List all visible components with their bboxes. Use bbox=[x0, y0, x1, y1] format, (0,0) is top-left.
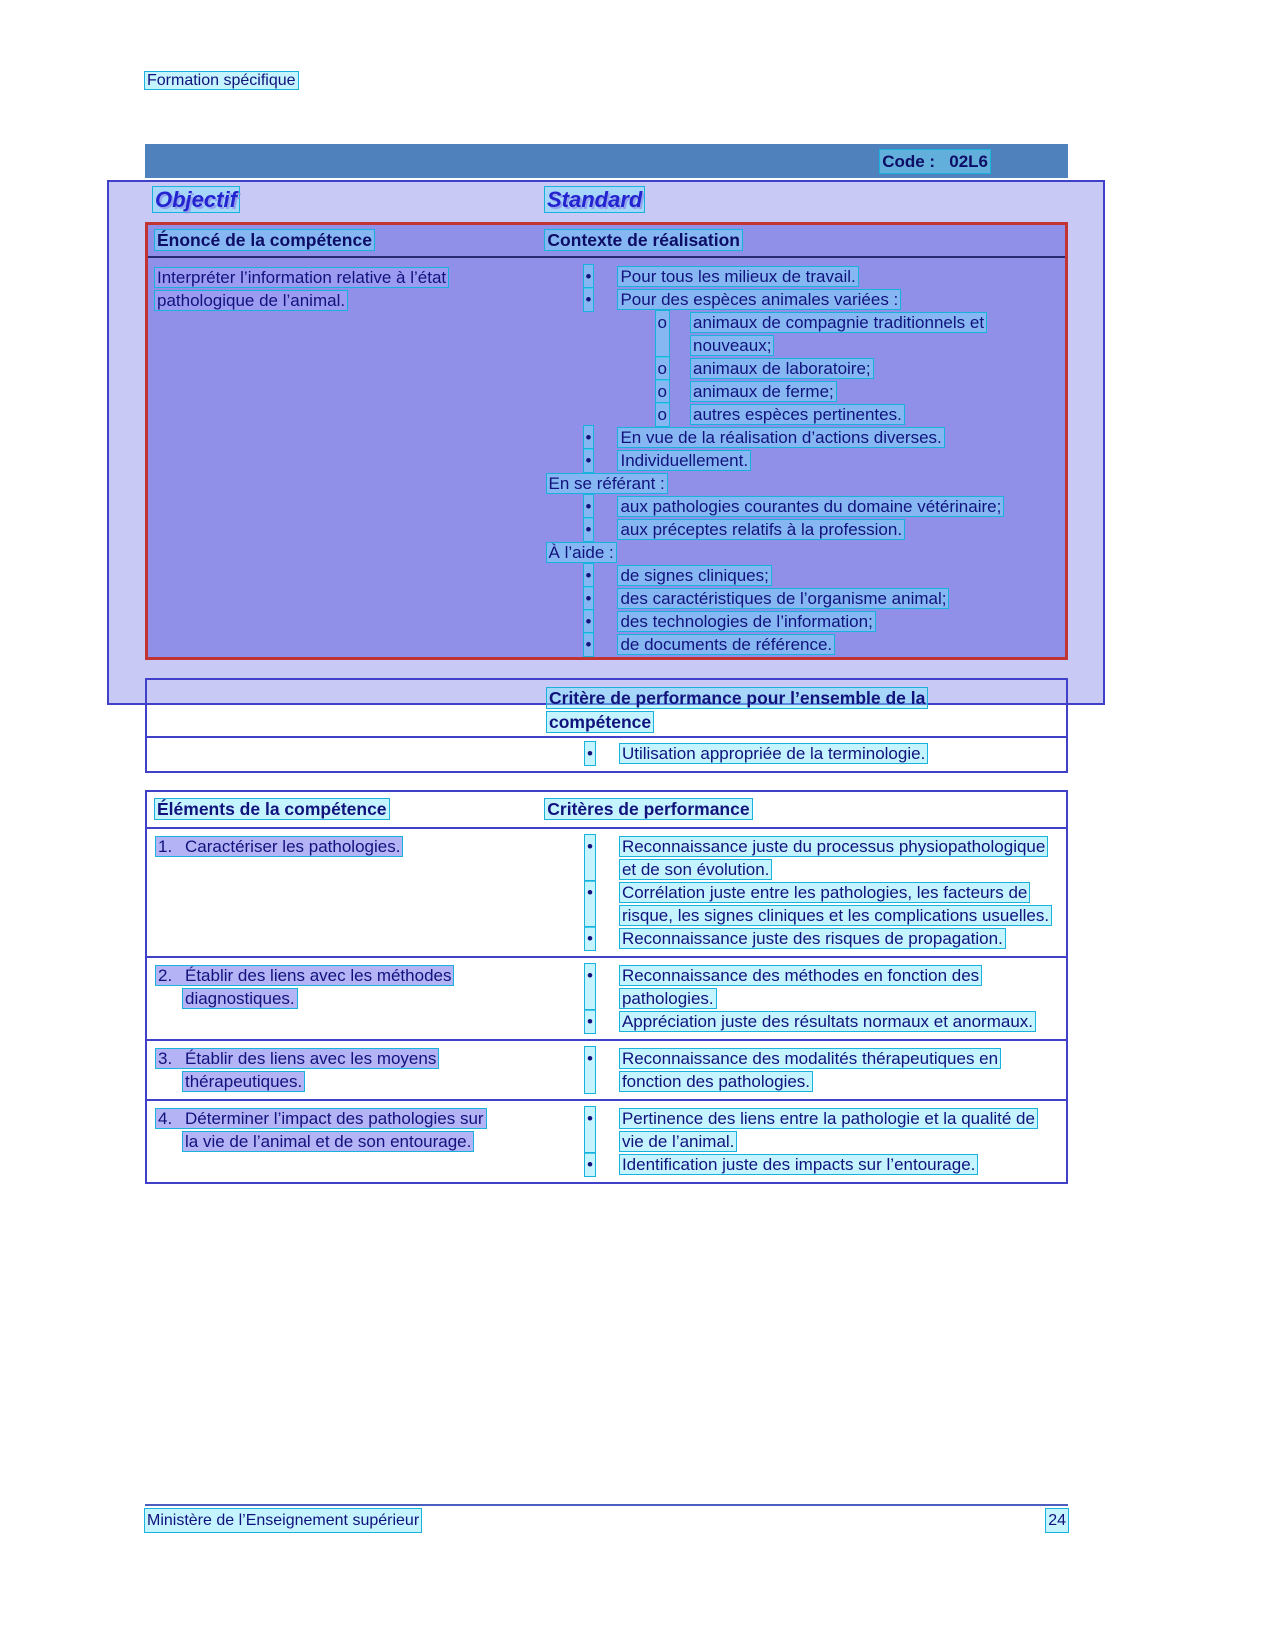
circle-bullet-icon: o bbox=[657, 382, 667, 401]
bullet-icon: • bbox=[585, 520, 592, 539]
contexte-lead-in: À l’aide : bbox=[548, 543, 614, 562]
element-item bbox=[156, 835, 499, 858]
elements-table bbox=[145, 790, 1068, 1184]
element-text: Établir des liens avec les méthodes diagnostiques. bbox=[185, 966, 452, 1008]
bullet-icon: • bbox=[585, 612, 592, 631]
bullet-icon: • bbox=[587, 929, 593, 948]
contexte-item: • Pour tous les milieux de travail. bbox=[585, 267, 856, 286]
objectif-heading: Objectif bbox=[155, 187, 237, 212]
bullet-icon: • bbox=[585, 635, 592, 654]
critere-item: • Appréciation juste des résultats normaux et anormaux. bbox=[587, 1012, 1033, 1031]
contexte-item: • Individuellement. bbox=[585, 451, 749, 470]
enonce-cell bbox=[148, 258, 546, 656]
bullet-icon: • bbox=[585, 451, 592, 470]
bullet-icon: • bbox=[585, 1107, 595, 1153]
bullet-icon: • bbox=[585, 497, 592, 516]
bullet-icon: • bbox=[587, 1012, 593, 1031]
critere-item: • Identification juste des impacts sur l’entourage. bbox=[587, 1155, 976, 1174]
contexte-subitem: o animaux de compagnie traditionnels et nouveaux; bbox=[657, 313, 985, 355]
circle-bullet-icon: o bbox=[657, 405, 667, 424]
element-number: 4. bbox=[158, 1109, 173, 1128]
element-item bbox=[156, 1047, 499, 1093]
critere-item: • Reconnaissance juste des risques de propagation. bbox=[587, 929, 1003, 948]
elements-table-header bbox=[147, 792, 1066, 829]
contexte-item: • aux préceptes relatifs à la profession. bbox=[585, 520, 903, 539]
objectif-standard-header bbox=[145, 188, 1068, 213]
page-footer bbox=[145, 1504, 1068, 1532]
competence-table bbox=[145, 222, 1068, 660]
bullet-icon: • bbox=[587, 1155, 593, 1174]
element-number: 1. bbox=[158, 837, 173, 856]
element-number: 3. bbox=[158, 1049, 173, 1068]
section-label-text: Formation spécifique bbox=[147, 72, 296, 89]
critere-item: • Pertinence des liens entre la pathologie et la qualité de vie de l’animal. bbox=[587, 1109, 1035, 1151]
critere-ensemble-header bbox=[147, 680, 1066, 738]
competence-table-header bbox=[148, 225, 1065, 258]
element-number: 2. bbox=[158, 966, 173, 985]
bullet-icon: • bbox=[585, 290, 592, 309]
contexte-header: Contexte de réalisation bbox=[547, 230, 740, 250]
critere-ensemble-title: Critère de performance pour l’ensemble de la compétence bbox=[549, 688, 926, 732]
critere-item: • Reconnaissance juste du processus physiopathologique et de son évolution. bbox=[587, 837, 1046, 879]
element-text: Caractériser les pathologies. bbox=[185, 837, 401, 856]
bullet-icon: • bbox=[585, 566, 592, 585]
element-row bbox=[147, 1041, 1066, 1101]
element-text: Établir des liens avec les moyens thérapeutiques. bbox=[185, 1049, 437, 1091]
bullet-icon: • bbox=[587, 744, 593, 763]
contexte-item: • des technologies de l’information; bbox=[585, 612, 873, 631]
code-bar bbox=[145, 144, 1068, 178]
footer-ministry: Ministère de l’Enseignement supérieur bbox=[145, 1509, 421, 1532]
contexte-subitem: o animaux de laboratoire; bbox=[657, 359, 871, 378]
bullet-icon: • bbox=[585, 428, 592, 447]
element-item bbox=[156, 1107, 499, 1153]
circle-bullet-icon: o bbox=[656, 311, 669, 357]
element-row bbox=[147, 958, 1066, 1041]
circle-bullet-icon: o bbox=[657, 359, 667, 378]
element-text: Déterminer l’impact des pathologies sur la vie de l’animal et de son entourage. bbox=[185, 1109, 484, 1151]
bullet-icon: • bbox=[585, 589, 592, 608]
contexte-subitem: o animaux de ferme; bbox=[657, 382, 834, 401]
bullet-icon: • bbox=[585, 881, 595, 927]
critere-item: • Reconnaissance des modalités thérapeutiques en fonction des pathologies. bbox=[587, 1049, 999, 1091]
contexte-lead-in: En se référant : bbox=[548, 474, 665, 493]
page-number: 24 bbox=[1046, 1509, 1068, 1532]
contexte-item: • de signes cliniques; bbox=[585, 566, 769, 585]
element-item bbox=[156, 964, 499, 1010]
contexte-item: • En vue de la réalisation d’actions diverses. bbox=[585, 428, 942, 447]
critere-ensemble-table bbox=[145, 678, 1068, 773]
section-label bbox=[145, 69, 298, 92]
enonce-text: Interpréter l’information relative à l’état pathologique de l’animal. bbox=[157, 268, 447, 310]
element-row bbox=[147, 829, 1066, 958]
critere-ensemble-row bbox=[147, 738, 1066, 771]
contexte-subitem: o autres espèces pertinentes. bbox=[657, 405, 902, 424]
contexte-cell bbox=[546, 258, 1065, 656]
competence-table-body bbox=[148, 258, 1065, 656]
contexte-item: • des caractéristiques de l’organisme animal; bbox=[585, 589, 947, 608]
element-row bbox=[147, 1101, 1066, 1182]
code-label: Code : 02L6 bbox=[882, 151, 988, 171]
bullet-icon: • bbox=[585, 267, 592, 286]
critere-item: • Corrélation juste entre les pathologies, les facteurs de risque, les signes cliniques et les complications usuelles. bbox=[587, 883, 1050, 925]
critere-ensemble-item: • Utilisation appropriée de la terminologie. bbox=[587, 744, 926, 763]
contexte-item: • Pour des espèces animales variées : bbox=[585, 290, 899, 309]
bullet-icon: • bbox=[585, 964, 595, 1010]
critere-item: • Reconnaissance des méthodes en fonction des pathologies. bbox=[587, 966, 980, 1008]
contexte-item: • de documents de référence. bbox=[585, 635, 833, 654]
enonce-header: Énoncé de la compétence bbox=[157, 230, 372, 250]
contexte-item: • aux pathologies courantes du domaine vétérinaire; bbox=[585, 497, 1002, 516]
standard-heading: Standard bbox=[547, 187, 643, 212]
bullet-icon: • bbox=[585, 835, 595, 881]
bullet-icon: • bbox=[585, 1047, 595, 1093]
criteres-header: Critères de performance bbox=[547, 799, 750, 819]
elements-header: Éléments de la compétence bbox=[157, 799, 387, 819]
